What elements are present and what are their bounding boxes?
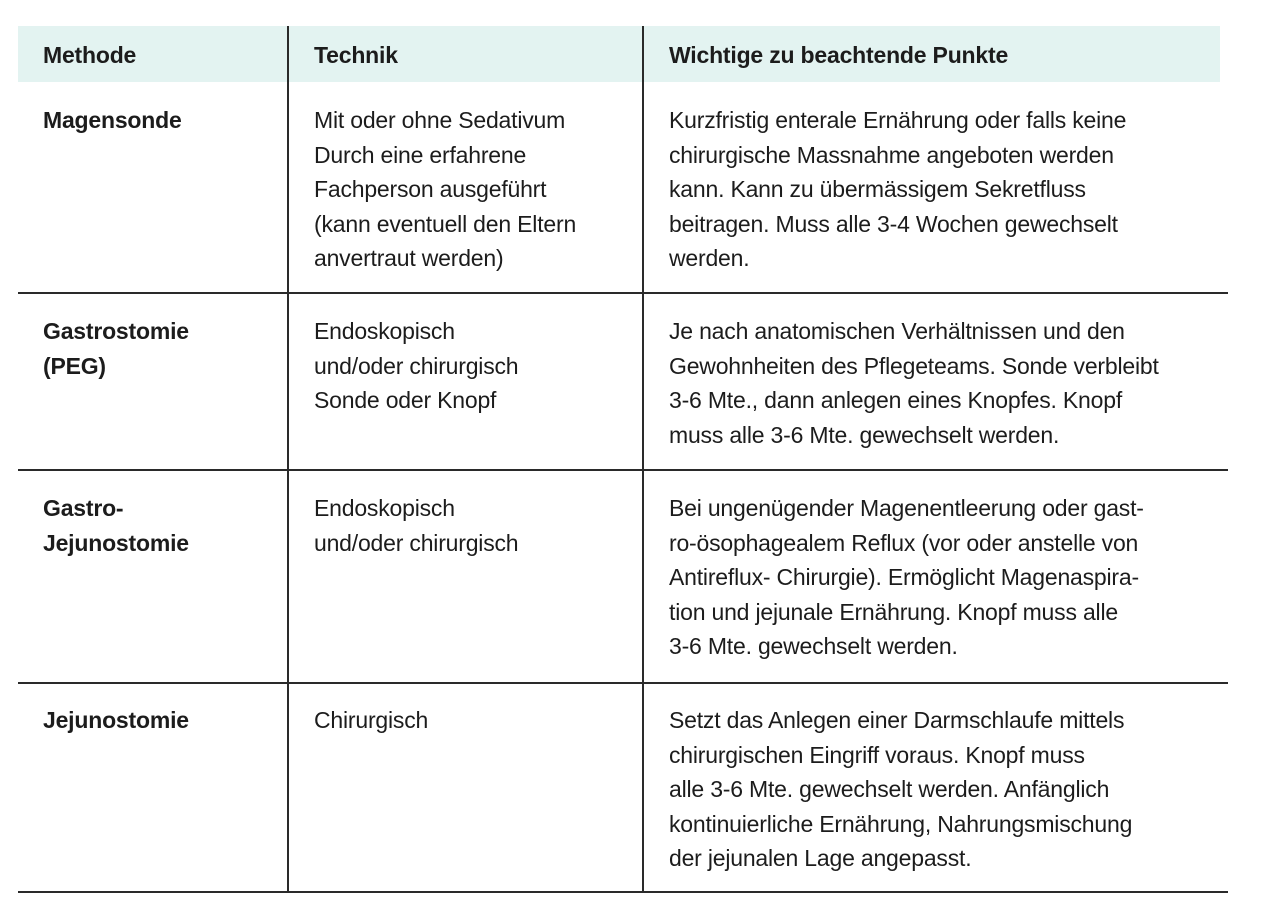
header-notes: Wichtige zu beachtende Punkte [669, 42, 1009, 68]
row-technique: Mit oder ohne Sedativum Durch eine erfahrene Fachperson ausgeführt (kann eventuell den Eltern anvertraut werden) [314, 107, 577, 272]
row-notes: Setzt das Anlegen einer Darmschlaufe mittels chirurgischen Eingriff voraus. Knopf muss alle 3-6 Mte. gewechselt werden. Anfänglich kontinuierliche Ernährung, Nahrungsmischung der jejunalen Lage angepasst. [669, 707, 1133, 872]
row-technique: Chirurgisch [314, 707, 429, 733]
row-method: Gastro- Jejunostomie [43, 495, 189, 556]
row-technique: Endoskopisch und/oder chirurgisch Sonde oder Knopf [314, 318, 519, 414]
column-divider [287, 26, 289, 892]
row-divider [18, 891, 1228, 893]
row-method: Jejunostomie [43, 707, 189, 733]
row-notes: Je nach anatomischen Verhältnissen und den Gewohnheiten des Pflegeteams. Sonde verbleibt 3-6 Mte., dann anlegen eines Knopfes. Knopf muss alle 3-6 Mte. gewechselt werden. [669, 318, 1159, 448]
row-technique: Endoskopisch und/oder chirurgisch [314, 495, 519, 556]
row-method: Gastrostomie (PEG) [43, 318, 189, 379]
header-method: Methode [43, 42, 137, 68]
row-method: Magensonde [43, 107, 182, 133]
row-notes: Bei ungenügender Magenentleerung oder gast- ro-ösophagealem Reflux (vor oder anstelle von Antireflux- Chirurgie). Ermöglicht Magenaspira- tion und jejunale Ernährung. Knopf muss alle 3-6 Mte. gewechselt werden. [669, 495, 1144, 660]
row-divider [18, 292, 1228, 294]
row-divider [18, 682, 1228, 684]
column-divider [642, 26, 644, 892]
row-divider [18, 469, 1228, 471]
feeding-methods-table [18, 26, 1228, 892]
header-technique: Technik [314, 42, 398, 68]
row-notes: Kurzfristig enterale Ernährung oder falls keine chirurgische Massnahme angeboten werden kann. Kann zu übermässigem Sekretfluss beitragen. Muss alle 3-4 Wochen gewechselt werden. [669, 107, 1127, 272]
